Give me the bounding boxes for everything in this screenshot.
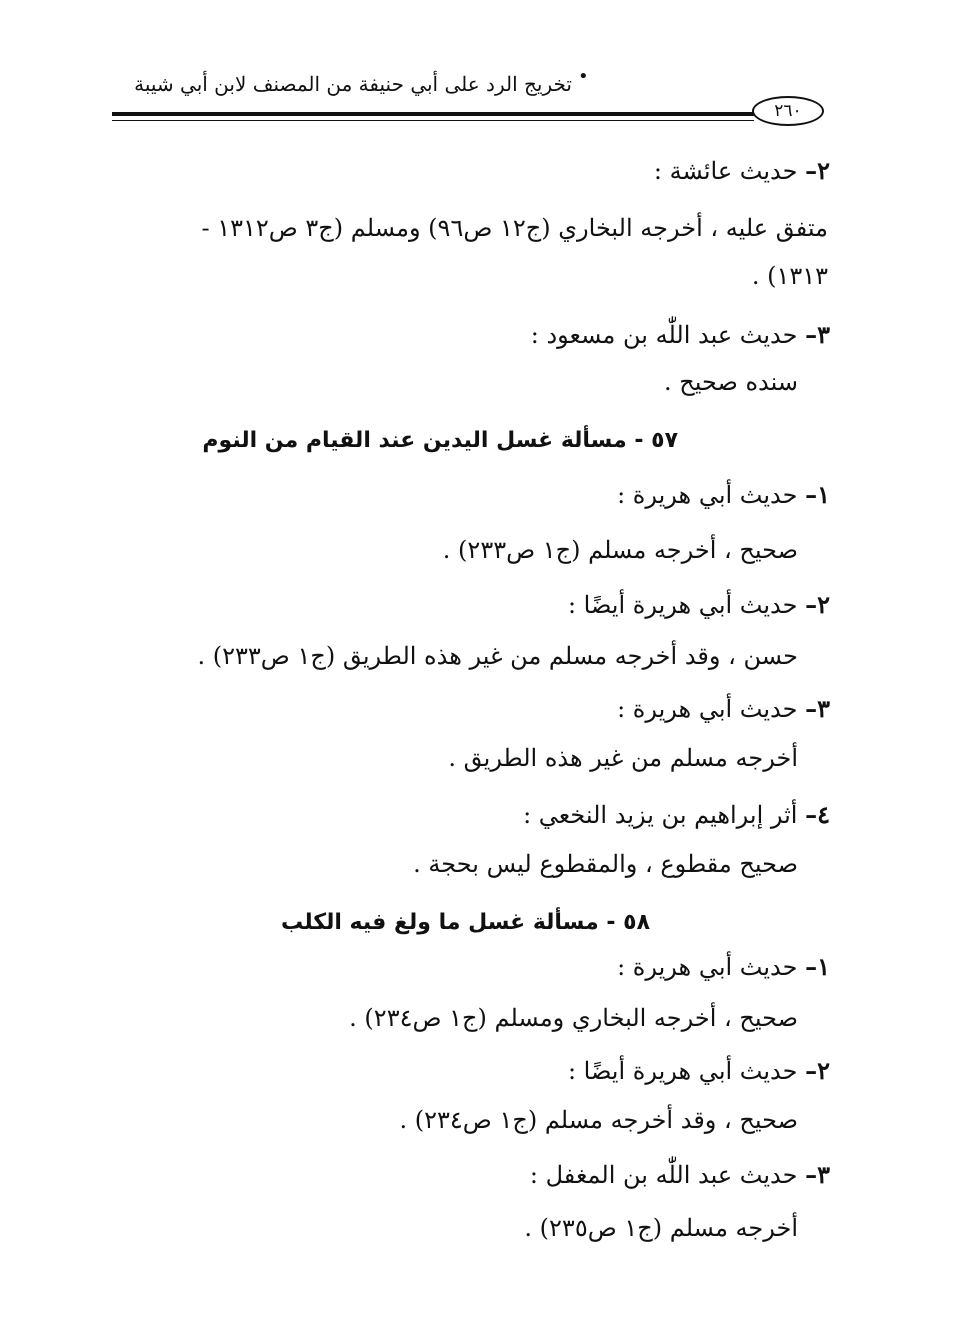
heading-line <box>530 1160 830 1189</box>
header-rule <box>112 112 754 116</box>
heading-text: حديث أبي هريرة : <box>617 481 806 509</box>
text-line: أخرجه مسلم من غير هذه الطريق . <box>448 744 798 772</box>
text-line: متفق عليه ، أخرجه البخاري (ج١٢ ص٩٦) ومسلم (ج٣ ص١٣١٢ - <box>201 214 828 242</box>
text-line: صحيح ، وقد أخرجه مسلم (ج١ ص٢٣٤) . <box>399 1106 798 1134</box>
header-bullet: • <box>578 66 589 87</box>
item-number: ١– <box>805 480 830 509</box>
text-line: حسن ، وقد أخرجه مسلم من غير هذه الطريق (ج١ ص٢٣٣) . <box>197 642 798 670</box>
item-number: ٢– <box>805 156 830 185</box>
section-title: ٥٧ - مسألة غسل اليدين عند القيام من النوم <box>202 428 678 453</box>
page-number: ٢٦٠ <box>752 96 824 126</box>
heading-text: حديث عبد اللّٰه بن مسعود : <box>530 321 806 349</box>
heading-text: حديث عبد اللّٰه بن المغفل : <box>529 1161 806 1189</box>
running-title: تخريج الرد على أبي حنيفة من المصنف لابن أبي شيبة <box>134 72 572 96</box>
heading-line <box>531 320 830 349</box>
item-number: ٣– <box>805 1160 830 1189</box>
heading-line <box>617 694 830 723</box>
section-title: ٥٨ - مسألة غسل ما ولغ فيه الكلب <box>281 910 650 935</box>
item-number: ١– <box>805 952 830 981</box>
item-number: ٢– <box>805 590 830 619</box>
heading-line <box>617 952 830 981</box>
header-rule-thin <box>112 120 754 121</box>
heading-text: حديث أبي هريرة أيضًا : <box>567 591 806 619</box>
text-line: صحيح ، أخرجه البخاري ومسلم (ج١ ص٢٣٤) . <box>349 1004 798 1032</box>
heading-text: حديث أبي هريرة أيضًا : <box>567 1057 806 1085</box>
heading-line <box>523 800 830 829</box>
text-line: ١٣١٣) . <box>751 262 828 290</box>
heading-line <box>568 1056 830 1085</box>
heading-line <box>654 156 830 185</box>
text-line: سنده صحيح . <box>663 368 798 396</box>
heading-line <box>568 590 830 619</box>
item-number: ٣– <box>805 694 830 723</box>
text-line: صحيح ، أخرجه مسلم (ج١ ص٢٣٣) . <box>442 536 798 564</box>
item-number: ٤– <box>805 800 830 829</box>
heading-text: حديث عائشة : <box>653 157 806 185</box>
page-header <box>112 66 828 130</box>
heading-line <box>617 480 830 509</box>
heading-text: حديث أبي هريرة : <box>617 953 806 981</box>
text-line: أخرجه مسلم (ج١ ص٢٣٥) . <box>524 1214 798 1242</box>
text-line: صحيح مقطوع ، والمقطوع ليس بحجة . <box>413 850 798 878</box>
item-number: ٢– <box>805 1056 830 1085</box>
item-number: ٣– <box>805 320 830 349</box>
heading-text: حديث أبي هريرة : <box>617 695 806 723</box>
heading-text: أثر إبراهيم بن يزيد النخعي : <box>523 801 806 829</box>
